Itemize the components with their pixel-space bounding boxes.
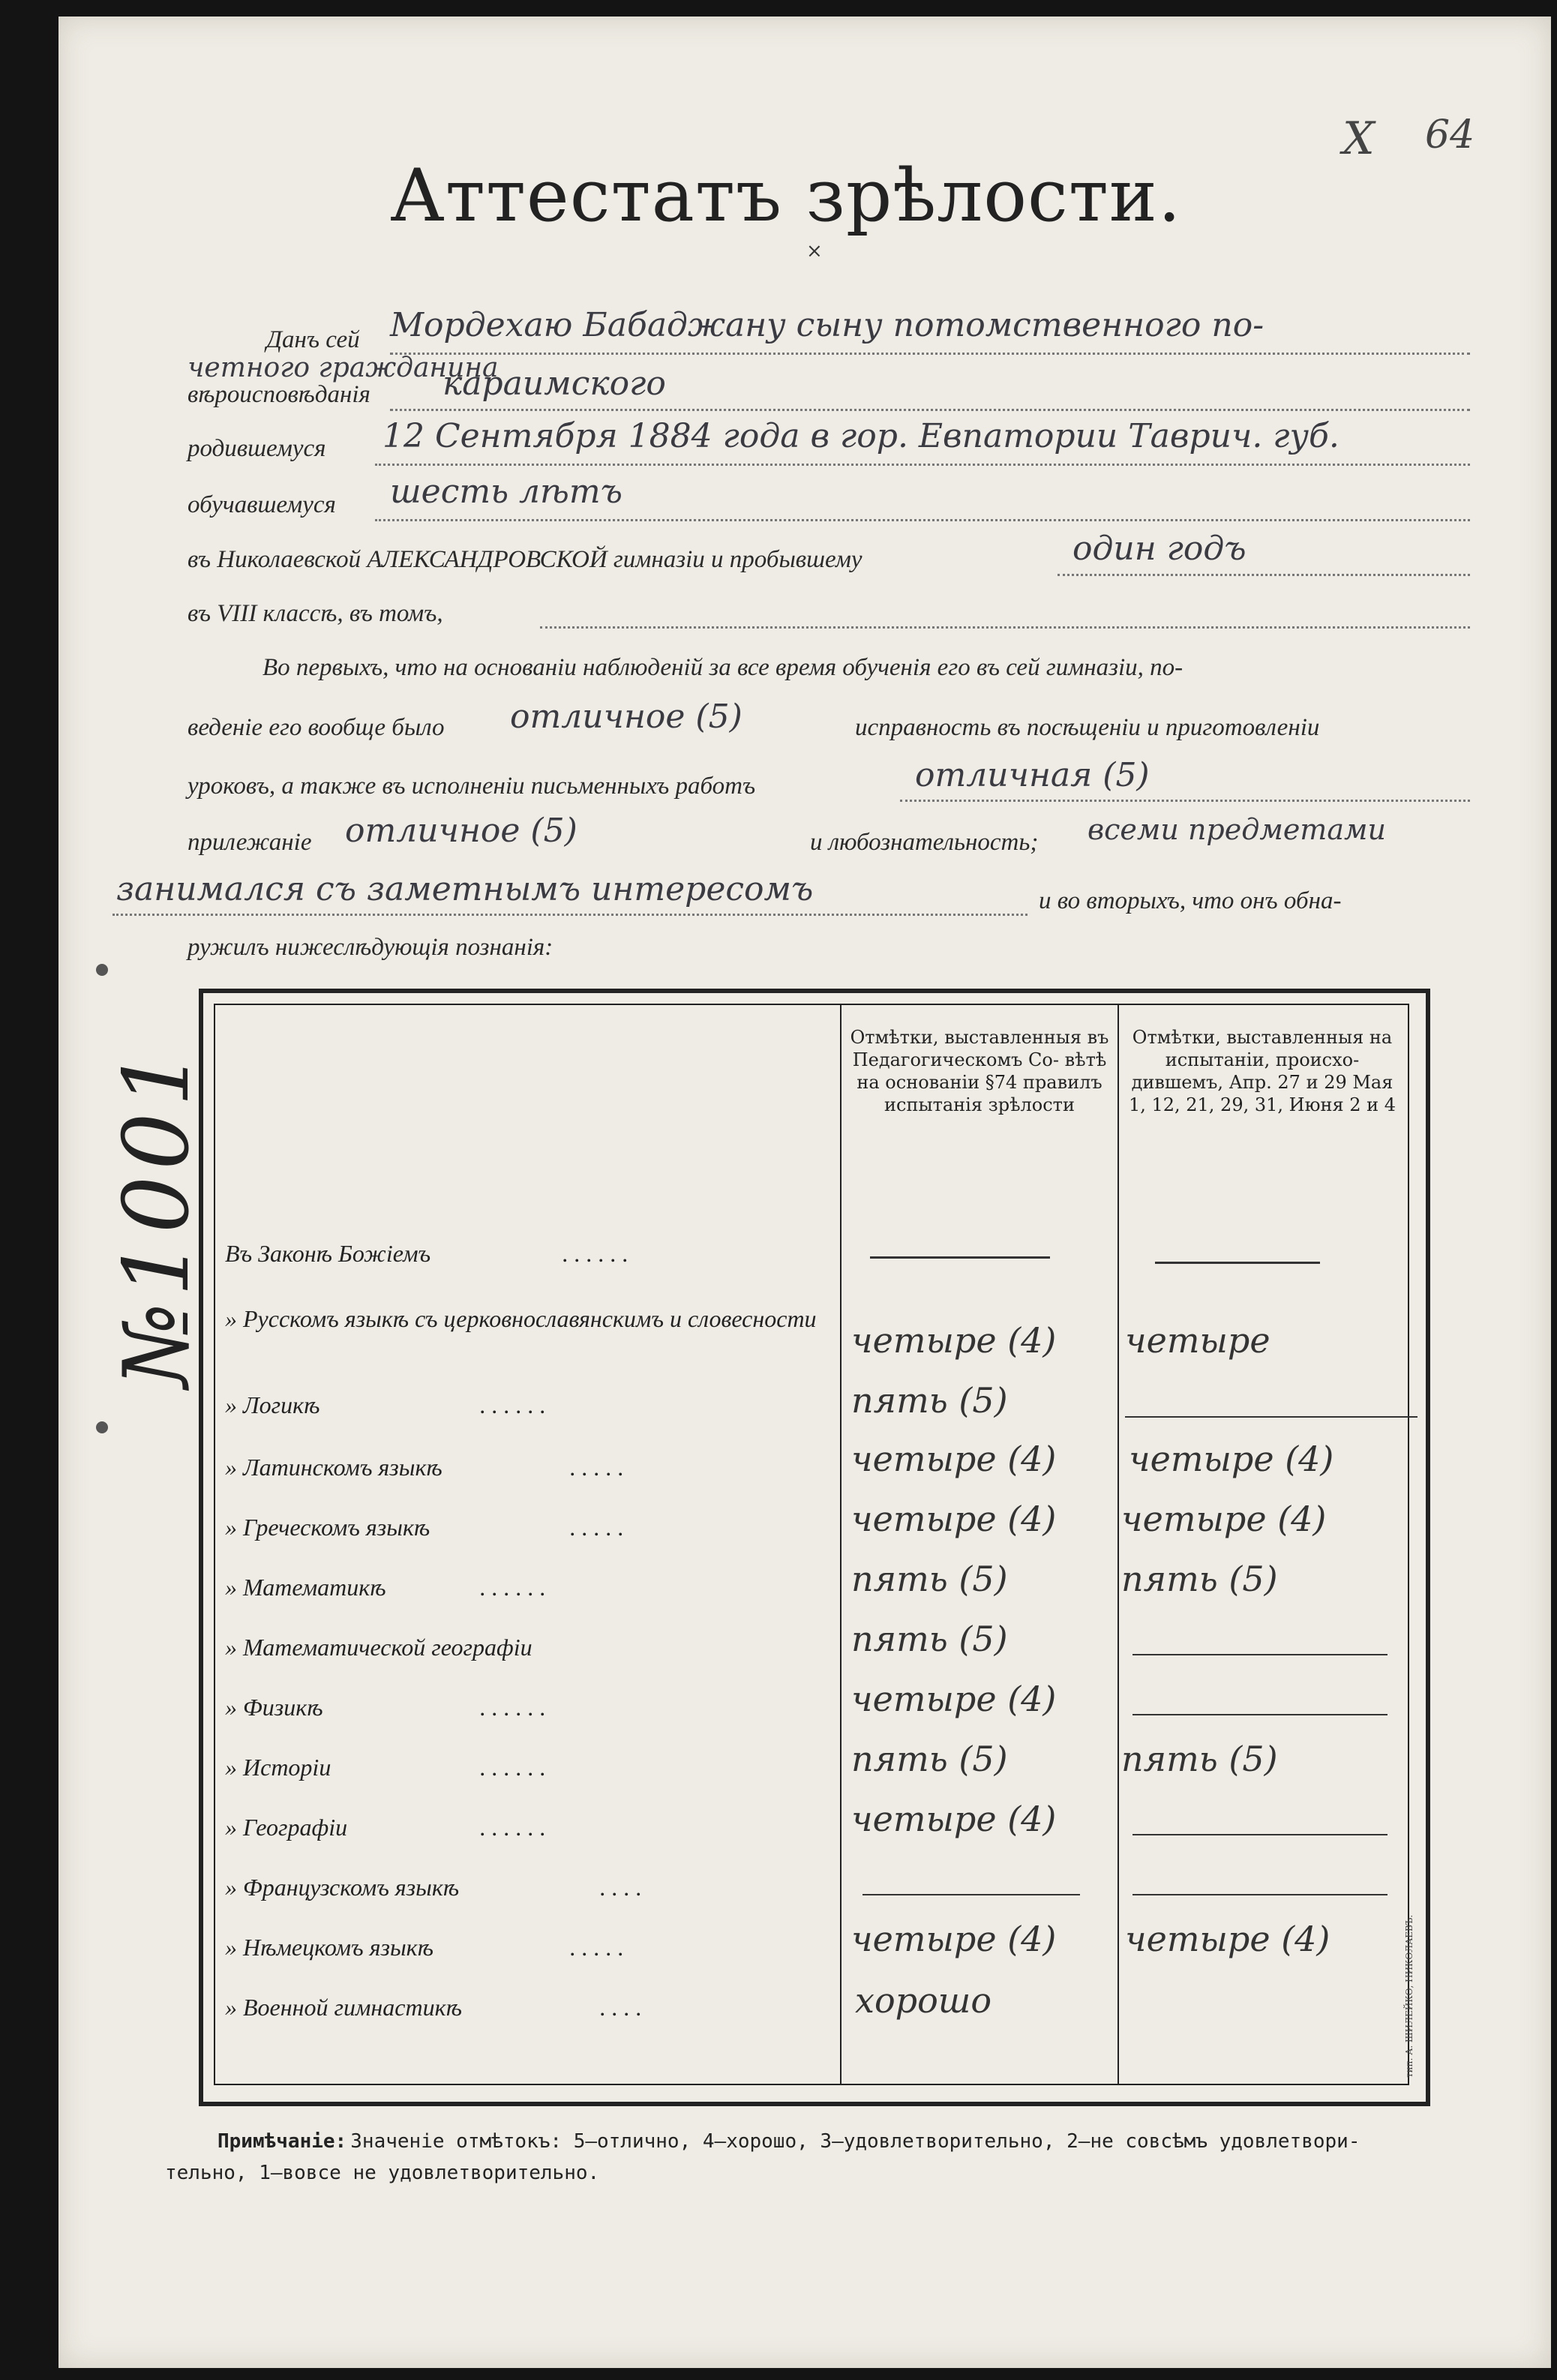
footnote-label: Примѣчаніе:	[218, 2130, 347, 2153]
given-name-line	[390, 353, 1470, 355]
side-registration-number: №1001	[105, 1043, 209, 1388]
diligence-grade: отличное (5)	[345, 812, 578, 850]
council-grade-empty	[862, 1894, 1080, 1895]
corner-mark-page: 64	[1425, 113, 1475, 158]
subject-name: » Русскомъ языкѣ съ церковнославянскимъ и словесности	[225, 1305, 817, 1332]
subject-name: » Латинскомъ языкѣ	[225, 1454, 442, 1481]
exam-grade-empty	[1132, 1834, 1388, 1835]
behavior-line-1: Во первыхъ, что на основаніи наблюденій за все время обученія его въ сей гимназіи, по-	[262, 654, 1184, 681]
subject-name: » Греческомъ языкѣ	[225, 1514, 430, 1541]
studied-label: обучавшемуся	[188, 491, 336, 518]
title-ornament: ×	[806, 240, 823, 263]
born-line	[375, 464, 1470, 466]
exam-grade-empty	[1155, 1262, 1320, 1264]
subject-name: » Исторіи	[225, 1754, 332, 1781]
footnote-text-2: тельно, 1—вовсе не удовлетворительно.	[165, 2162, 600, 2184]
grades-column-divider-1	[840, 1004, 842, 2084]
subject-dots: . . . .	[600, 1994, 642, 2021]
religion-value: караимского	[442, 365, 666, 403]
exam-grade: четыре (4)	[1125, 1919, 1330, 1959]
exam-grade: пять (5)	[1121, 1559, 1278, 1599]
council-grade: четыре (4)	[851, 1679, 1057, 1719]
subject-name: Въ Законѣ Божіемъ	[225, 1240, 431, 1267]
curiosity-line	[112, 914, 1028, 916]
given-name-continued: четного гражданина	[188, 353, 499, 383]
exam-grade: четыре	[1125, 1320, 1270, 1361]
subject-dots: . . . . .	[570, 1934, 624, 1961]
diligence-label: прилежаніе	[188, 829, 312, 856]
exam-grade-line	[1125, 1416, 1418, 1418]
gymnasium-value: один годъ	[1072, 530, 1246, 568]
curiosity-value-continued: занимался съ заметнымъ интересомъ	[116, 870, 814, 908]
written-work-line	[900, 800, 1470, 802]
religion-line	[390, 409, 1470, 411]
council-grade: четыре (4)	[851, 1320, 1057, 1361]
corner-mark-x: Х	[1342, 113, 1375, 165]
subject-dots: . . . . . .	[562, 1240, 628, 1267]
born-label: родившемуся	[188, 435, 326, 462]
council-grade: пять (5)	[851, 1559, 1008, 1599]
punch-hole-lower	[96, 1421, 108, 1433]
behavior-line-3-prefix: уроковъ, а также въ исполненіи письменныхъ работъ	[188, 773, 756, 800]
council-grade: четыре (4)	[851, 1499, 1057, 1539]
class-text: въ VIII классѣ, въ томъ,	[188, 600, 443, 627]
written-work-grade: отличная (5)	[915, 756, 1150, 794]
curiosity-value: всеми предметами	[1088, 813, 1386, 846]
council-grade: хорошо	[855, 1980, 992, 2021]
subject-dots: . . . . . .	[480, 1754, 546, 1781]
subject-dots: . . . . . .	[480, 1391, 546, 1418]
council-grade: четыре (4)	[851, 1439, 1057, 1479]
subject-dots: . . . . .	[570, 1454, 624, 1481]
exam-grade-empty	[1132, 1654, 1388, 1655]
council-grade: четыре (4)	[851, 1919, 1057, 1959]
subject-name: » Нѣмецкомъ языкѣ	[225, 1934, 434, 1961]
behavior-line-5-suffix: и во вторыхъ, что онъ обна-	[1039, 887, 1342, 914]
subject-name: » Логикѣ	[225, 1391, 320, 1418]
footnote-text-1: Значеніе отмѣтокъ: 5—отлично, 4—хорошо, 3—удовлетворительно, 2—не совсѣмъ удовлетвори-	[350, 2130, 1360, 2153]
exam-grade: четыре (4)	[1121, 1499, 1327, 1539]
curiosity-label: и любознательность;	[810, 829, 1039, 856]
council-grade: пять (5)	[851, 1619, 1008, 1659]
exam-grade: пять (5)	[1121, 1739, 1278, 1779]
subject-name: » Французскомъ языкѣ	[225, 1874, 460, 1901]
given-label: Данъ сей	[266, 326, 360, 353]
printer-mark: тип. А. ШИЛЕЙКО, НИКОЛАЕВЪ.	[1404, 1914, 1414, 2078]
class-line	[540, 626, 1470, 629]
studied-line	[375, 519, 1470, 521]
subject-name: » Математикѣ	[225, 1574, 386, 1601]
conduct-grade: отличное (5)	[510, 698, 742, 736]
council-grade: пять (5)	[851, 1380, 1008, 1421]
subject-name: » Физикѣ	[225, 1694, 323, 1721]
document-title: Аттестатъ зрѣлости.	[390, 154, 1182, 238]
footnote	[218, 2130, 1360, 2153]
subject-dots: . . . . .	[570, 1514, 624, 1541]
behavior-line-2-suffix: исправность въ посѣщеніи и приготовленіи	[855, 714, 1320, 741]
punch-hole-upper	[96, 964, 108, 976]
subject-name: » Военной гимнастикѣ	[225, 1994, 462, 2021]
grades-column-divider-2	[1118, 1004, 1119, 2084]
studied-value: шесть лѣтъ	[390, 473, 622, 511]
exam-grade: четыре (4)	[1129, 1439, 1334, 1479]
council-grade: пять (5)	[851, 1739, 1008, 1779]
given-name: Мордехаю Бабаджану сыну потомственного по-	[390, 306, 1264, 344]
subject-dots: . . . . . .	[480, 1574, 546, 1601]
subject-dots: . . . . . .	[480, 1814, 546, 1841]
subject-name: » Математической географіи	[225, 1634, 532, 1661]
council-grade-empty	[870, 1256, 1050, 1259]
born-value: 12 Сентября 1884 года в гор. Евпатории Таврич. губ.	[382, 417, 1340, 455]
religion-label: вѣроисповѣданія	[188, 381, 370, 408]
subject-name: » Географіи	[225, 1814, 348, 1841]
gymnasium-line	[1058, 574, 1470, 576]
exam-grade-empty	[1132, 1714, 1388, 1715]
subject-dots: . . . . . .	[480, 1694, 546, 1721]
gymnasium-text: въ Николаевской АЛЕКСАНДРОВСКОЙ гимназіи и пробывшему	[188, 546, 862, 573]
council-column-header: Отмѣтки, выставленныя въ Педагогическомъ Со- вѣтѣ на основаніи §74 правилъ испытанія зрѣлости	[850, 1027, 1109, 1115]
exam-grade-empty	[1132, 1894, 1388, 1895]
exam-column-header: Отмѣтки, выставленныя на испытаніи, происхо- дившемъ, Апр. 27 и 29 Мая 1, 12, 21, 29, 31, Июня 2 и 4	[1128, 1027, 1396, 1115]
behavior-line-6: ружилъ нижеслѣдующія познанія:	[188, 934, 554, 961]
behavior-line-2-prefix: веденіе его вообще было	[188, 714, 445, 741]
subject-dots: . . . .	[600, 1874, 642, 1901]
council-grade: четыре (4)	[851, 1799, 1057, 1839]
